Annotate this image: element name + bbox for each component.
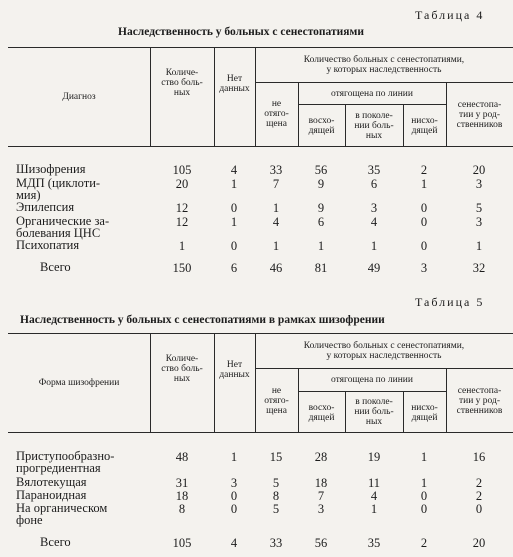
table5-number: Таблица 5 xyxy=(415,295,485,309)
table-cell: 6 xyxy=(230,261,238,275)
table-cell: 56 xyxy=(314,163,328,177)
table-cell: 5 xyxy=(272,476,280,490)
table-cell: 3 xyxy=(230,476,238,490)
table-cell: 1 xyxy=(230,450,238,464)
table-cell: 6 xyxy=(317,215,325,229)
row-label: Всего xyxy=(40,535,71,549)
table-cell: 1 xyxy=(230,215,238,229)
row-label: Вялотекущая xyxy=(16,475,87,489)
table-cell: 56 xyxy=(314,536,328,550)
table-cell: 8 xyxy=(178,502,186,516)
table-cell: 1 xyxy=(272,201,280,215)
table4-number: Таблица 4 xyxy=(415,8,485,22)
table-cell: 2 xyxy=(420,163,428,177)
table-cell: 0 xyxy=(420,215,428,229)
table5-header-rule xyxy=(8,432,513,433)
table4-header-sen: сенестопа- тии у род- ственников xyxy=(456,100,503,130)
table-cell: 1 xyxy=(272,239,280,253)
table-cell: 2 xyxy=(420,536,428,550)
table-cell: 11 xyxy=(367,476,381,490)
table-cell: 16 xyxy=(472,450,486,464)
table-cell: 19 xyxy=(367,450,381,464)
table4-title: Наследственность у больных с сенестопатиями xyxy=(118,26,364,38)
table-cell: 49 xyxy=(367,261,381,275)
row-label: Шизофрения xyxy=(16,162,86,176)
table-cell: 0 xyxy=(420,201,428,215)
row-label: Психопатия xyxy=(16,238,80,252)
row-label: На органическом фоне xyxy=(16,501,108,527)
table4-header-burdened-line: отягощена по линии xyxy=(331,89,413,99)
table4-header-diagnosis: Диагноз xyxy=(62,92,96,102)
table-cell: 1 xyxy=(230,177,238,191)
table5-header-burdened-line: отягощена по линии xyxy=(331,375,413,385)
table-cell: 2 xyxy=(475,476,483,490)
table-cell: 0 xyxy=(230,239,238,253)
table5-subgroup-rule xyxy=(298,391,446,392)
table-cell: 105 xyxy=(172,163,192,177)
table-cell: 4 xyxy=(370,489,378,503)
table-cell: 0 xyxy=(475,502,483,516)
table4-vrule xyxy=(214,47,215,146)
table5-header-count: Количе- ство боль- ных xyxy=(161,354,203,384)
table4-header-rule xyxy=(8,146,513,147)
table-cell: 9 xyxy=(317,201,325,215)
table-cell: 4 xyxy=(370,215,378,229)
table-cell: 20 xyxy=(175,177,189,191)
table4-header-count: Количе- ство боль- ных xyxy=(161,68,203,98)
table4-header-group: Количество больных с сенестопатиями, у которых наследственность xyxy=(303,55,465,75)
table5-header-nodata: Нет данных xyxy=(219,360,250,380)
table-cell: 1 xyxy=(178,239,186,253)
table-cell: 1 xyxy=(370,502,378,516)
table4-top-rule xyxy=(8,47,513,48)
table-cell: 1 xyxy=(475,239,483,253)
table-cell: 28 xyxy=(314,450,328,464)
table-cell: 1 xyxy=(420,450,428,464)
table-cell: 7 xyxy=(317,489,325,503)
table-cell: 0 xyxy=(230,502,238,516)
table-cell: 3 xyxy=(475,215,483,229)
table-cell: 1 xyxy=(370,239,378,253)
table-cell: 0 xyxy=(230,489,238,503)
table-cell: 8 xyxy=(272,489,280,503)
table4-header-desc: нисхо- дящей xyxy=(411,116,438,136)
table-cell: 4 xyxy=(230,536,238,550)
table4-header-nodata: Нет данных xyxy=(219,74,250,94)
table4-header-notburdened: не отяго- щена xyxy=(264,99,289,129)
table-cell: 7 xyxy=(272,177,280,191)
table-cell: 35 xyxy=(367,536,381,550)
table-cell: 0 xyxy=(420,239,428,253)
table-cell: 2 xyxy=(475,489,483,503)
table4-group-rule xyxy=(255,82,513,83)
table-cell: 18 xyxy=(314,476,328,490)
table-cell: 0 xyxy=(230,201,238,215)
row-label: Параноидная xyxy=(16,488,87,502)
table-cell: 18 xyxy=(175,489,189,503)
table5-header-group: Количество больных с сенестопатиями, у которых наследственность xyxy=(303,341,465,361)
row-label: Эпилепсия xyxy=(16,200,75,214)
table5-vrule xyxy=(214,333,215,432)
table5-title: Наследственность у больных с сенестопатиями в рамках шизофрении xyxy=(20,314,385,326)
table4-header-gen: в поколе- нии боль- ных xyxy=(354,111,394,141)
table-cell: 5 xyxy=(475,201,483,215)
table-cell: 81 xyxy=(314,261,328,275)
table-cell: 0 xyxy=(420,489,428,503)
row-label: МДП (циклоти- мия) xyxy=(16,176,101,202)
table-cell: 12 xyxy=(175,201,189,215)
table-cell: 35 xyxy=(367,163,381,177)
table5-header-form: Форма шизофрении xyxy=(38,378,120,388)
table-cell: 150 xyxy=(172,261,192,275)
table-cell: 20 xyxy=(472,536,486,550)
row-label: Приступообразно- прогредиентная xyxy=(16,449,115,475)
table-cell: 105 xyxy=(172,536,192,550)
table5-header-sen: сенестопа- тии у род- ственников xyxy=(456,386,503,416)
table-cell: 3 xyxy=(475,177,483,191)
table-cell: 9 xyxy=(317,177,325,191)
table5-header-notburdened: не отяго- щена xyxy=(264,386,289,416)
table5-top-rule xyxy=(8,333,513,334)
table4-header-asc: восхо- дящей xyxy=(308,116,335,136)
table5-header-asc: восхо- дящей xyxy=(308,403,335,423)
table5-group-rule xyxy=(255,368,513,369)
row-label: Всего xyxy=(40,260,71,274)
table-cell: 3 xyxy=(420,261,428,275)
table-cell: 4 xyxy=(272,215,280,229)
table-cell: 32 xyxy=(472,261,486,275)
table4-subgroup-rule xyxy=(298,104,446,105)
table-cell: 1 xyxy=(420,476,428,490)
table-cell: 4 xyxy=(230,163,238,177)
table-cell: 5 xyxy=(272,502,280,516)
table-cell: 3 xyxy=(370,201,378,215)
table-cell: 46 xyxy=(269,261,283,275)
table-cell: 12 xyxy=(175,215,189,229)
table-cell: 1 xyxy=(420,177,428,191)
table-cell: 31 xyxy=(175,476,189,490)
table-cell: 33 xyxy=(269,536,283,550)
table-cell: 1 xyxy=(317,239,325,253)
table-cell: 0 xyxy=(420,502,428,516)
table-cell: 33 xyxy=(269,163,283,177)
table-cell: 15 xyxy=(269,450,283,464)
table-cell: 48 xyxy=(175,450,189,464)
table5-header-desc: нисхо- дящей xyxy=(411,403,438,423)
table-cell: 20 xyxy=(472,163,486,177)
table-cell: 3 xyxy=(317,502,325,516)
table5-header-gen: в поколе- нии боль- ных xyxy=(354,397,394,427)
row-label: Органические за- болевания ЦНС xyxy=(16,214,110,240)
table-cell: 6 xyxy=(370,177,378,191)
